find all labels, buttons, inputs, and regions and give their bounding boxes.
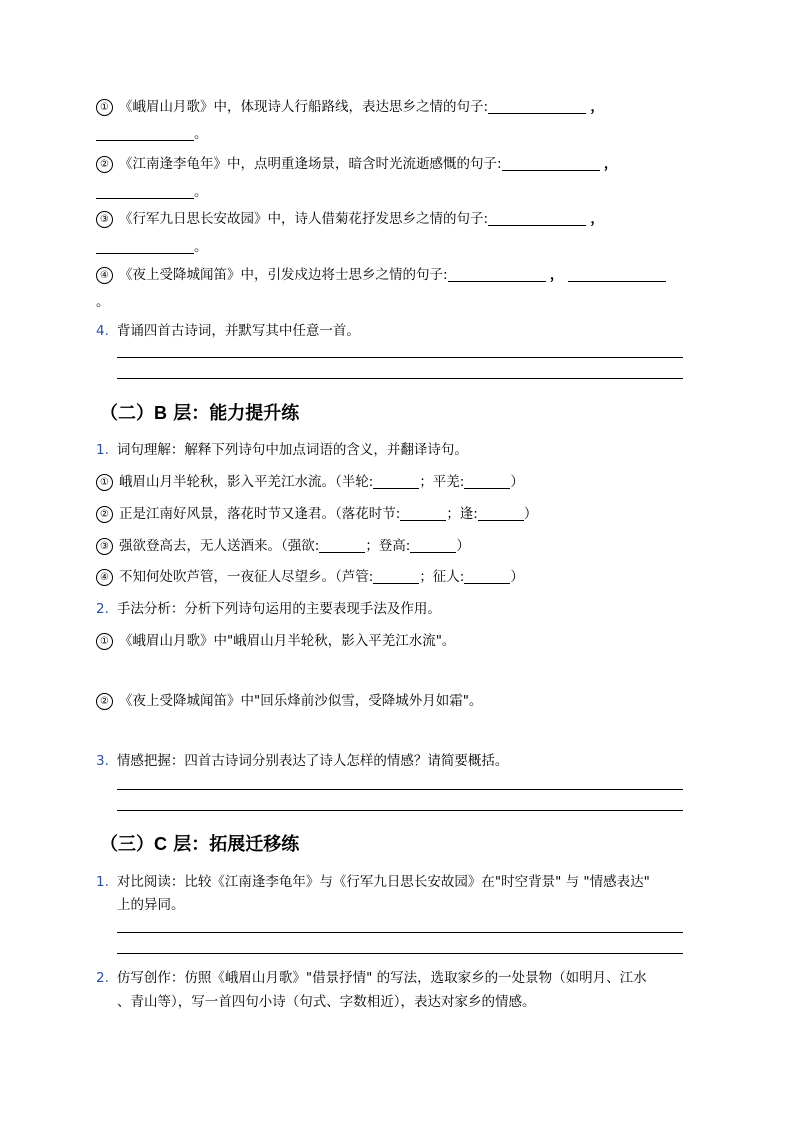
item-text: 不知何处吹芦管，一夜征人尽望乡。（芦管: — [119, 569, 374, 585]
answer-blank[interactable] — [568, 267, 666, 282]
item-number: ① — [96, 633, 113, 650]
answer-blank[interactable] — [448, 267, 546, 282]
separator: ， — [590, 211, 604, 227]
answer-line[interactable] — [117, 932, 683, 933]
item-text: 正是江南好风景，落花时节又逢君。（落花时节: — [119, 506, 401, 522]
question-number: 2. — [96, 601, 109, 617]
separator: ， — [590, 99, 604, 115]
question-c2 — [96, 966, 706, 986]
question-text: 手法分析：分析下列诗句运用的主要表现手法及作用。 — [116, 601, 441, 617]
item-end: ） — [523, 506, 538, 522]
fill-item-4 — [96, 263, 706, 284]
item-number: ④ — [96, 569, 113, 586]
question-number: 1. — [96, 442, 109, 458]
fill-item-2-cont — [96, 180, 706, 200]
item-end: ） — [510, 474, 524, 490]
vocab-item-4 — [96, 565, 706, 586]
technique-item-1 — [96, 629, 706, 650]
vocab-item-1 — [96, 470, 706, 491]
item-text: 《夜上受降城闻笛》中"回乐烽前沙似雪，受降城外月如霜"。 — [119, 693, 483, 709]
question-text: 仿写创作：仿照《峨眉山月歌》"借景抒情" 的写法，选取家乡的一处景物（如明月、江水 — [116, 970, 647, 986]
question-text: 词句理解：解释下列诗句中加点词语的含义，并翻译诗句。 — [116, 442, 468, 458]
item-number: ① — [96, 99, 113, 116]
item-number: ② — [96, 156, 113, 173]
question-4 — [96, 319, 706, 339]
question-text: 上的异同。 — [117, 897, 185, 913]
question-number: 2. — [96, 970, 109, 986]
question-c1-cont — [117, 893, 727, 913]
answer-blank[interactable] — [96, 126, 194, 141]
item-text: 强欲登高去，无人送酒来。（强欲: — [119, 538, 320, 554]
item-text: 峨眉山月半轮秋，影入平羌江水流。（半轮: — [119, 474, 374, 490]
answer-line[interactable] — [117, 953, 683, 954]
answer-blank[interactable] — [478, 506, 524, 521]
fill-item-4-cont — [96, 290, 706, 310]
vocab-item-3 — [96, 534, 706, 555]
end-mark: 。 — [194, 184, 208, 200]
item-text-mid: ；逢: — [446, 506, 478, 522]
item-end: ） — [456, 538, 470, 554]
item-number: ② — [96, 693, 113, 710]
item-text-mid: ；登高: — [365, 538, 411, 554]
question-text: 、青山等），写一首四句小诗（句式、字数相近），表达对家乡的情感。 — [117, 994, 536, 1010]
separator: ， — [603, 156, 618, 172]
question-b1 — [96, 438, 706, 458]
question-b2 — [96, 597, 706, 617]
vocab-item-2 — [96, 502, 706, 523]
question-text: 对比阅读：比较《江南逢李龟年》与《行军九日思长安故园》在"时空背景" 与 "情感表达" — [116, 874, 650, 890]
question-b3 — [96, 749, 706, 769]
answer-blank[interactable] — [502, 156, 600, 171]
item-text: 《峨眉山月歌》中，体现诗人行船路线，表达思乡之情的句子: — [119, 99, 489, 115]
separator: ， — [549, 267, 564, 283]
end-mark: 。 — [194, 239, 208, 255]
fill-item-2 — [96, 152, 706, 173]
item-number: ② — [96, 506, 113, 523]
fill-item-3 — [96, 207, 706, 228]
item-number: ③ — [96, 538, 113, 555]
section-c-heading: （三）C 层：拓展迁移练 — [100, 834, 300, 855]
answer-blank[interactable] — [464, 474, 510, 489]
item-text: 《峨眉山月歌》中"峨眉山月半轮秋，影入平羌江水流"。 — [119, 633, 456, 649]
technique-item-2 — [96, 689, 706, 710]
section-b-heading: （二）B 层：能力提升练 — [100, 403, 300, 424]
answer-blank[interactable] — [464, 569, 510, 584]
question-number: 4. — [96, 323, 109, 339]
item-number: ④ — [96, 267, 113, 284]
item-text: 《江南逢李龟年》中，点明重逢场景，暗含时光流逝感慨的句子: — [119, 156, 502, 172]
answer-blank[interactable] — [319, 538, 365, 553]
answer-blank[interactable] — [488, 211, 586, 226]
item-number: ① — [96, 474, 113, 491]
item-number: ③ — [96, 211, 113, 228]
item-text-mid: ；平羌: — [419, 474, 465, 490]
answer-blank[interactable] — [400, 506, 446, 521]
answer-blank[interactable] — [373, 474, 419, 489]
question-c2-cont — [117, 990, 727, 1010]
item-text: 《夜上受降城闻笛》中，引发戍边将士思乡之情的句子: — [119, 267, 448, 283]
fill-item-1 — [96, 95, 706, 116]
answer-blank[interactable] — [96, 184, 194, 199]
answer-blank[interactable] — [96, 239, 194, 254]
answer-line[interactable] — [117, 810, 683, 811]
fill-item-3-cont — [96, 235, 706, 255]
item-text: 《行军九日思长安故园》中，诗人借菊花抒发思乡之情的句子: — [119, 211, 489, 227]
answer-line[interactable] — [117, 789, 683, 790]
item-text-mid: ；征人: — [419, 569, 465, 585]
question-number: 1. — [96, 874, 109, 890]
end-mark: 。 — [194, 126, 208, 142]
question-c1 — [96, 870, 706, 890]
answer-line[interactable] — [117, 357, 683, 358]
answer-blank[interactable] — [373, 569, 419, 584]
end-mark: 。 — [96, 294, 110, 310]
answer-blank[interactable] — [410, 538, 456, 553]
answer-blank[interactable] — [488, 99, 586, 114]
answer-line[interactable] — [117, 378, 683, 379]
question-text: 背诵四首古诗词，并默写其中任意一首。 — [116, 323, 360, 339]
fill-item-1-cont — [96, 122, 706, 142]
item-end: ） — [510, 569, 524, 585]
question-number: 3. — [96, 753, 109, 769]
question-text: 情感把握：四首古诗词分别表达了诗人怎样的情感？请简要概括。 — [116, 753, 509, 769]
